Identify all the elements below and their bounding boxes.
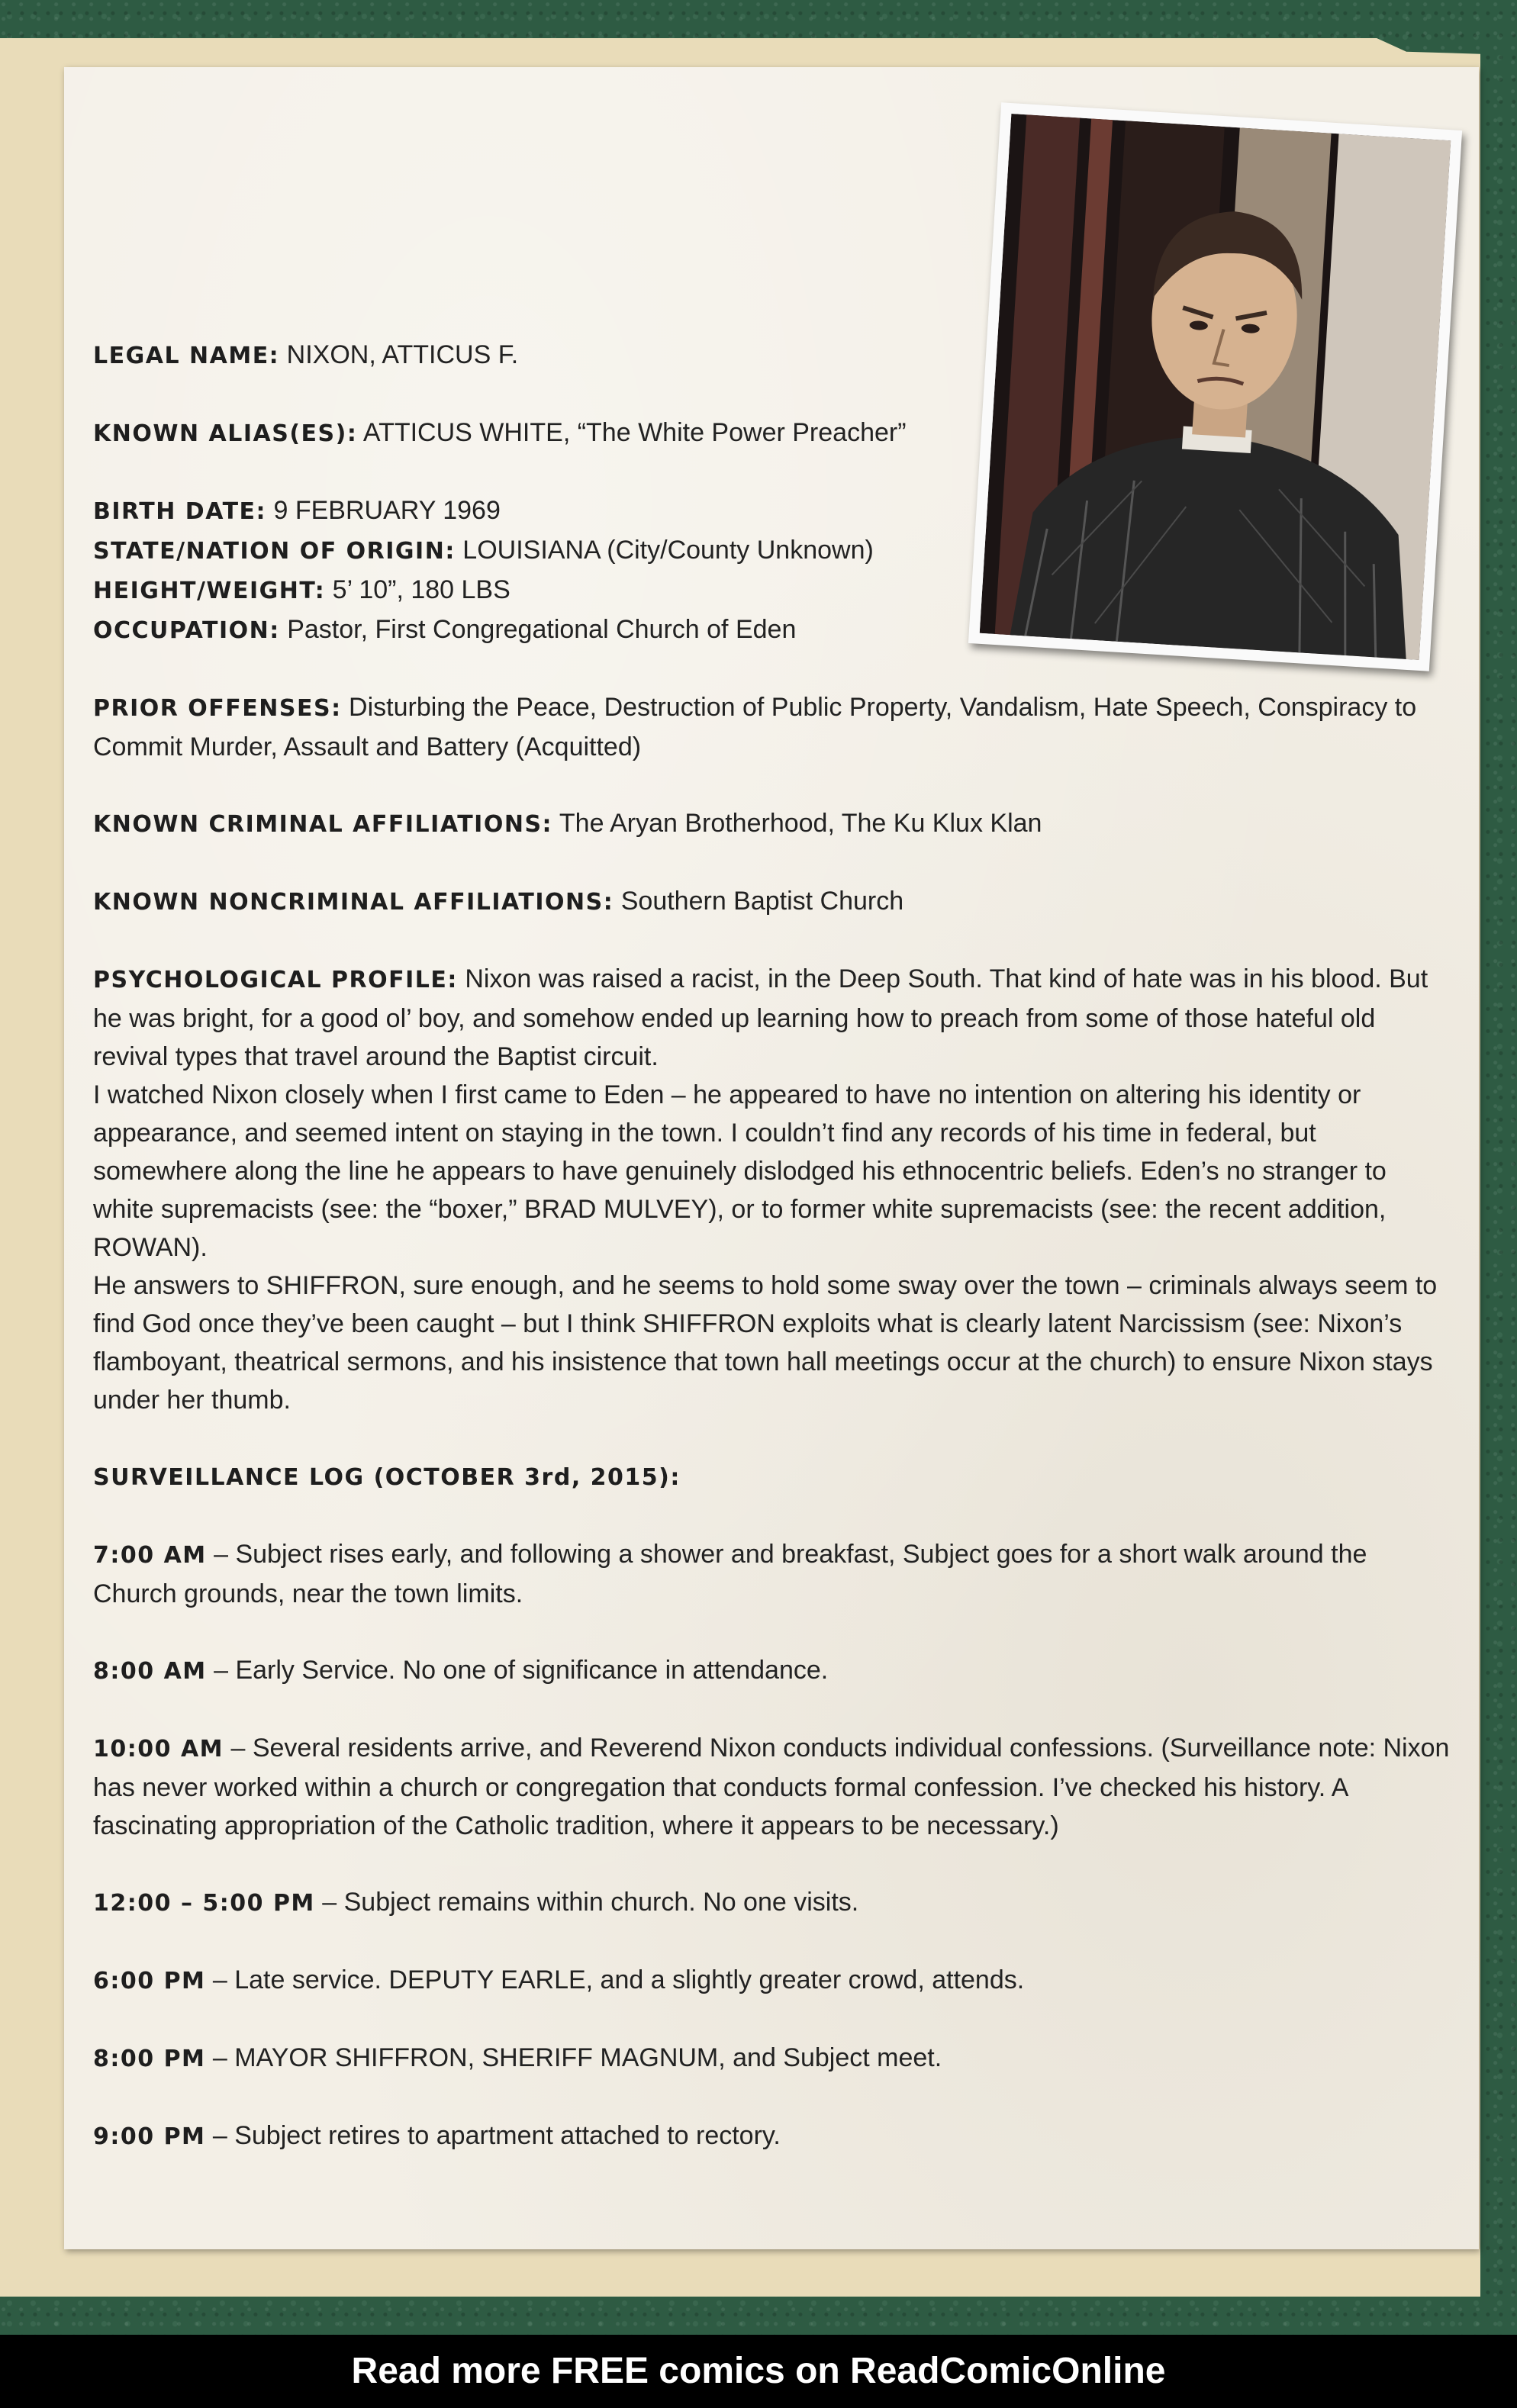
criminal-affiliations-label: KNOWN CRIMINAL AFFILIATIONS: [93, 811, 553, 838]
log-entry-time: 9:00 PM [93, 2123, 206, 2150]
log-entry-time: 7:00 AM [93, 1542, 207, 1569]
aliases-value: ATTICUS WHITE, “The White Power Preacher” [362, 418, 907, 447]
noncriminal-affiliations-value: Southern Baptist Church [620, 887, 904, 916]
surveillance-heading [93, 1457, 1451, 1497]
log-entry [93, 2039, 1451, 2078]
promo-banner-text[interactable]: Read more FREE comics on ReadComicOnline [351, 2351, 1166, 2391]
log-entry [93, 1729, 1451, 1845]
origin-field [93, 531, 1451, 571]
log-entry [93, 1651, 1451, 1691]
origin-label: STATE/NATION OF ORIGIN: [93, 538, 456, 565]
psych-profile-label: PSYCHOLOGICAL PROFILE: [93, 967, 458, 993]
log-entry [93, 1883, 1451, 1923]
aliases-field [93, 414, 1451, 453]
log-entry-time: 10:00 AM [93, 1736, 224, 1763]
log-entry-text: – Subject remains within church. No one visits. [322, 1888, 859, 1917]
aliases-label: KNOWN ALIAS(ES): [93, 420, 358, 447]
log-entry [93, 1535, 1451, 1613]
log-entry-time: 8:00 PM [93, 2046, 206, 2072]
psych-profile-text-1: Nixon was raised a racist, in the Deep South. That kind of hate was in his blood. But he was bright, for a good ol’ boy, and somehow ended up learning how to preach from some of those hateful old revival types that travel around the Baptist circuit. [93, 964, 1428, 1071]
log-entry-text: – Several residents arrive, and Reverend Nixon conducts individual confessions. (Surveillance note: Nixon has never worked within a church or congregation that conducts formal confession. I’ve checked his history. A fascinating appropriation of the Catholic tradition, where it appears to be necessary.) [93, 1734, 1450, 1840]
occupation-label: OCCUPATION: [93, 617, 280, 644]
log-entry-time: 8:00 AM [93, 1658, 207, 1685]
log-entry [93, 1961, 1451, 2001]
log-entry-text: – Subject rises early, and following a shower and breakfast, Subject goes for a short walk around the Church grounds, near the town limits. [93, 1540, 1367, 1608]
noncriminal-affiliations-label: KNOWN NONCRIMINAL AFFILIATIONS: [93, 889, 614, 916]
psych-profile-paragraph-2: I watched Nixon closely when I first came to Eden – he appeared to have no intention on altering his identity or appearance, and seemed intent on staying in the town. I couldn’t find any records of his time in federal, but somewhere along the line he appears to have genuinely dislodged his ethnocentric beliefs. Eden’s no stranger to white supremacists (see: the “boxer,” BRAD MULVEY), or to former white supremacists (see: the recent addition, ROWAN). [93, 1080, 1387, 1262]
psych-profile-paragraph-1 [93, 960, 1451, 1076]
log-entry-text: – Late service. DEPUTY EARLE, and a slightly greater crowd, attends. [212, 1965, 1025, 1994]
legal-name-label: LEGAL NAME: [93, 343, 280, 369]
dossier-text [93, 336, 1451, 2194]
height-weight-label: HEIGHT/WEIGHT: [93, 578, 326, 604]
log-entry-text: – MAYOR SHIFFRON, SHERIFF MAGNUM, and Subject meet. [212, 2043, 942, 2072]
surveillance-heading-label: SURVEILLANCE LOG (OCTOBER 3rd, 2015): [93, 1464, 681, 1491]
log-entry-text: – Early Service. No one of significance in attendance. [214, 1656, 829, 1685]
height-weight-field [93, 571, 1451, 610]
psych-profile-paragraph-3: He answers to SHIFFRON, sure enough, and he seems to hold some sway over the town – criminals always seem to find God once they’ve been caught – but I think SHIFFRON exploits what is clearly latent Narcissism (see: Nixon’s flamboyant, theatrical sermons, and his insistence that town hall meetings occur at the church) to ensure Nixon stays under her thumb. [93, 1271, 1438, 1415]
log-entry [93, 2117, 1451, 2156]
log-entry-time: 6:00 PM [93, 1968, 206, 1994]
psych-profile-field [93, 960, 1451, 1419]
noncriminal-affiliations-field [93, 882, 1451, 922]
height-weight-value: 5’ 10”, 180 LBS [332, 575, 510, 604]
prior-offenses-label: PRIOR OFFENSES: [93, 695, 342, 722]
birth-date-field [93, 491, 1451, 531]
legal-name-field [93, 336, 1451, 375]
log-entry-text: – Subject retires to apartment attached to rectory. [212, 2121, 781, 2150]
criminal-affiliations-field [93, 804, 1451, 844]
log-entry-time: 12:00 – 5:00 PM [93, 1890, 315, 1917]
occupation-value: Pastor, First Congregational Church of Eden [287, 615, 797, 644]
criminal-affiliations-value: The Aryan Brotherhood, The Ku Klux Klan [559, 809, 1042, 838]
promo-banner[interactable] [0, 2335, 1517, 2408]
occupation-field [93, 610, 1451, 650]
birth-date-value: 9 FEBRUARY 1969 [273, 496, 501, 525]
birth-date-label: BIRTH DATE: [93, 498, 267, 525]
legal-name-value: NIXON, ATTICUS F. [286, 340, 519, 369]
prior-offenses-value: Disturbing the Peace, Destruction of Public Property, Vandalism, Hate Speech, Conspiracy to Commit Murder, Assault and Battery (Acquitted) [93, 693, 1417, 761]
prior-offenses-field [93, 688, 1451, 766]
origin-value: LOUISIANA (City/County Unknown) [462, 536, 874, 565]
